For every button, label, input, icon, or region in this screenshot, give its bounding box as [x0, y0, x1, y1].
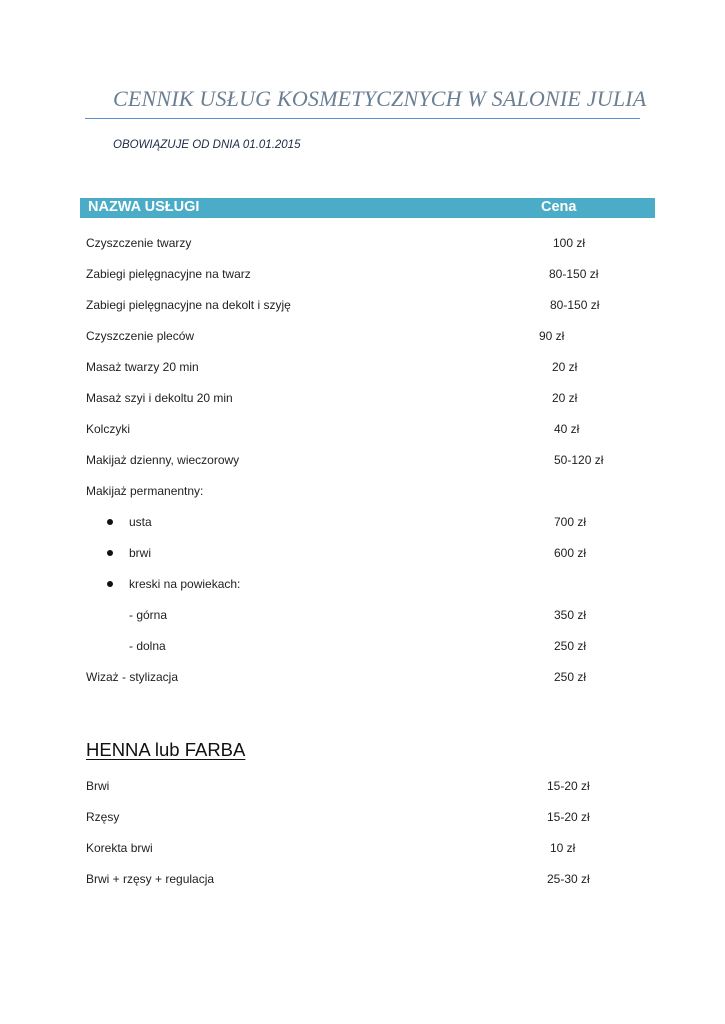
- list-item: [0, 577, 725, 595]
- service-price: 15-20 zł: [547, 779, 590, 793]
- list-item: [0, 484, 725, 502]
- service-name: Wizaż - stylizacja: [86, 670, 179, 684]
- list-item: [0, 779, 725, 797]
- list-item: [0, 546, 725, 564]
- list-item: [0, 639, 725, 657]
- table-header-bar: [80, 198, 655, 218]
- service-price: 40 zł: [554, 422, 580, 436]
- list-item: [0, 422, 725, 440]
- column-header-price: Cena: [541, 199, 577, 215]
- service-name: Czyszczenie pleców: [86, 329, 195, 343]
- service-price: 100 zł: [553, 236, 586, 250]
- bullet-icon: [107, 519, 113, 525]
- title-underline-rule: [85, 118, 640, 119]
- service-name: Makijaż permanentny:: [86, 484, 204, 498]
- bullet-icon: [107, 550, 113, 556]
- service-name: Korekta brwi: [86, 841, 153, 855]
- service-name: kreski na powiekach:: [129, 577, 241, 591]
- service-price: 250 zł: [554, 670, 587, 684]
- valid-from-subtitle: OBOWIĄZUJE OD DNIA 01.01.2015: [113, 139, 301, 151]
- list-item: [0, 810, 725, 828]
- service-name: Zabiegi pielęgnacyjne na dekolt i szyję: [86, 298, 291, 312]
- list-item: [0, 670, 725, 688]
- list-item: [0, 236, 725, 254]
- service-price: 600 zł: [554, 546, 587, 560]
- service-price: 10 zł: [550, 841, 576, 855]
- service-price: 80-150 zł: [549, 267, 599, 281]
- service-name: brwi: [129, 546, 152, 560]
- list-item: [0, 841, 725, 859]
- service-price: 90 zł: [539, 329, 565, 343]
- service-price: 20 zł: [552, 360, 578, 374]
- service-name: Masaż szyi i dekoltu 20 min: [86, 391, 233, 405]
- service-price: 350 zł: [554, 608, 587, 622]
- service-name: usta: [129, 515, 152, 529]
- service-price: 20 zł: [552, 391, 578, 405]
- service-name: Rzęsy: [86, 810, 120, 824]
- service-name: Zabiegi pielęgnacyjne na twarz: [86, 267, 251, 281]
- list-item: [0, 608, 725, 626]
- list-item: [0, 329, 725, 347]
- service-name: Brwi: [86, 779, 110, 793]
- service-name: - dolna: [129, 639, 166, 653]
- henna-section-title: HENNA lub FARBA: [86, 739, 246, 760]
- list-item: [0, 267, 725, 285]
- service-price: 15-20 zł: [547, 810, 590, 824]
- list-item: [0, 298, 725, 316]
- service-price: 80-150 zł: [550, 298, 600, 312]
- column-header-service-name: NAZWA USŁUGI: [88, 199, 200, 215]
- service-name: Kolczyki: [86, 422, 131, 436]
- bullet-icon: [107, 581, 113, 587]
- service-name: Masaż twarzy 20 min: [86, 360, 199, 374]
- service-name: - górna: [129, 608, 168, 622]
- list-item: [0, 872, 725, 890]
- service-price: 250 zł: [554, 639, 587, 653]
- list-item: [0, 515, 725, 533]
- service-price: 50-120 zł: [554, 453, 604, 467]
- service-price: 25-30 zł: [547, 872, 590, 886]
- page-title: CENNIK USŁUG KOSMETYCZNYCH W SALONIE JULIA: [113, 86, 647, 111]
- list-item: [0, 360, 725, 378]
- service-name: Czyszczenie twarzy: [86, 236, 192, 250]
- list-item: [0, 391, 725, 409]
- service-name: Makijaż dzienny, wieczorowy: [86, 453, 240, 467]
- service-name: Brwi + rzęsy + regulacja: [86, 872, 215, 886]
- list-item: [0, 453, 725, 471]
- service-price: 700 zł: [554, 515, 587, 529]
